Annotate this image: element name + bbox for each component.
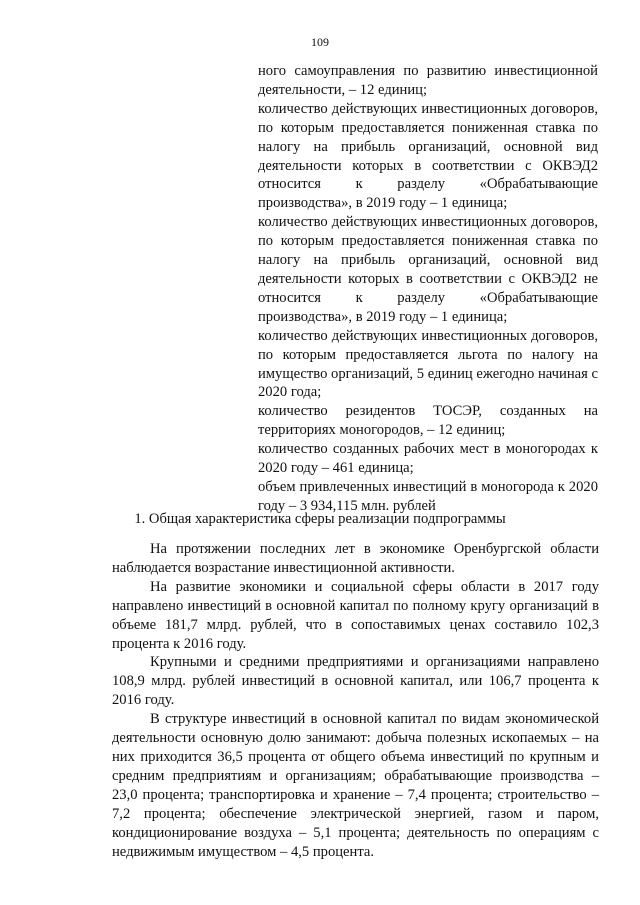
list-item: количество резидентов ТОСЭР, созданных на территориях моногородов, – 12 единиц; bbox=[258, 403, 598, 439]
list-item: количество действующих инвестиционных договоров, по которым предоставляется пониженная ставка по налогу на прибыль организаций, основной вид деятельности которых в соответствии с ОКВЭД2 относится к разделу «Обрабатывающие производства», в 2019 году – 1 единица; bbox=[258, 100, 598, 212]
body-text bbox=[112, 540, 599, 861]
paragraph: В структуре инвестиций в основной капитал по видам экономической деятельности основную долю занимают: добыча полезных ископаемых – на них приходится 36,5 процента от общего объема инвестиций по крупным и средним предприятиям и организациям; обрабатывающие производства – 23,0 процента; транспортировка и хранение – 7,4 процента; строительство – 7,2 процента; обеспечение электрической энергией, газом и паром, кондиционирование воздуха – 5,1 процента; деятельность по операциям с недвижимым имуществом – 4,5 процента. bbox=[112, 711, 599, 860]
page-number: 109 bbox=[311, 35, 329, 49]
list-item: количество действующих инвестиционных договоров, по которым предоставляется льгота по налогу на имущество организаций, 5 единиц ежегодно начиная с 2020 года; bbox=[258, 327, 598, 401]
paragraph: На развитие экономики и социальной сферы области в 2017 году направлено инвестиций в основной капитал по полному кругу организаций в объеме 181,7 млрд. рублей, что в сопоставимых ценах составило 102,3 процента к 2016 году. bbox=[112, 578, 599, 652]
list-item: объем привлеченных инвестиций в моногорода к 2020 году – 3 934,115 млн. рублей bbox=[258, 478, 598, 514]
section-title: 1. Общая характеристика сферы реализации подпрограммы bbox=[134, 511, 506, 527]
indicator-list bbox=[258, 62, 598, 516]
list-item: количество действующих инвестиционных договоров, по которым предоставляется пониженная ставка по налогу на прибыль организаций, основной вид деятельности которых в соответствии с ОКВЭД2 не относится к разделу «Обрабатывающие производства», в 2019 году – 1 единица; bbox=[258, 214, 598, 325]
paragraph: Крупными и средними предприятиями и организациями направлено 108,9 млрд. рублей инвестиций в основной капитал, или 106,7 процента к 2016 году. bbox=[112, 654, 599, 709]
list-item: ного самоуправления по развитию инвестиционной деятельности, – 12 единиц; bbox=[258, 63, 598, 98]
list-item: количество созданных рабочих мест в моногородах к 2020 году – 461 единица; bbox=[258, 441, 598, 477]
paragraph: На протяжении последних лет в экономике Оренбургской области наблюдается возрастание инвестиционной активности. bbox=[112, 541, 599, 576]
